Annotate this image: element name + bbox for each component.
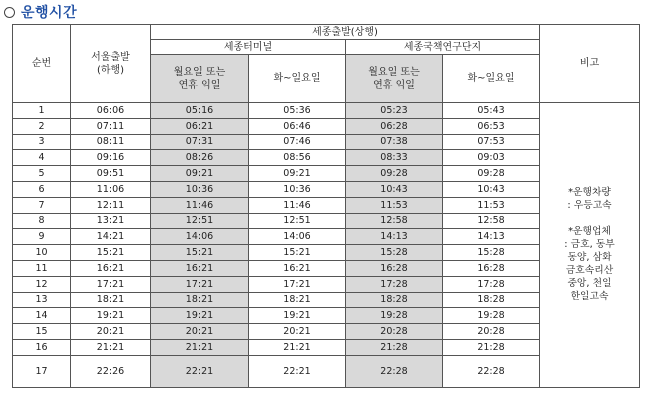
remarks-operator-line: 한일고속 xyxy=(570,291,609,303)
cell-terminal-monday: 06:21 xyxy=(151,118,249,134)
cell-terminal-monday: 12:51 xyxy=(151,213,249,229)
cell-terminal-tue-sun: 14:06 xyxy=(249,229,346,245)
cell-terminal-monday: 15:21 xyxy=(151,245,249,261)
cell-seq: 12 xyxy=(13,276,71,292)
cell-seoul-departure: 20:21 xyxy=(71,324,151,340)
cell-seq: 1 xyxy=(13,103,71,119)
cell-terminal-monday: 05:16 xyxy=(151,103,249,119)
cell-institute-tue-sun: 20:28 xyxy=(443,324,540,340)
header-monday-line1: 월요일 또는 xyxy=(368,66,420,78)
section-heading xyxy=(4,2,77,22)
cell-institute-monday: 17:28 xyxy=(346,276,443,292)
cell-terminal-tue-sun: 22:21 xyxy=(249,355,346,387)
cell-seq: 9 xyxy=(13,229,71,245)
cell-institute-tue-sun: 14:13 xyxy=(443,229,540,245)
cell-institute-tue-sun: 19:28 xyxy=(443,308,540,324)
cell-institute-tue-sun: 17:28 xyxy=(443,276,540,292)
cell-seoul-departure: 06:06 xyxy=(71,103,151,119)
remarks-operator-line: 금호속리산 xyxy=(565,265,614,277)
cell-seq: 14 xyxy=(13,308,71,324)
cell-seq: 17 xyxy=(13,355,71,387)
cell-institute-monday: 09:28 xyxy=(346,166,443,182)
remarks-vehicle-value: : 우등고속 xyxy=(567,200,612,212)
circle-bullet-icon xyxy=(4,7,15,18)
header-seoul-departure xyxy=(71,25,151,103)
cell-institute-monday: 07:38 xyxy=(346,134,443,150)
cell-seq: 3 xyxy=(13,134,71,150)
cell-institute-tue-sun: 21:28 xyxy=(443,339,540,355)
cell-terminal-tue-sun: 09:21 xyxy=(249,166,346,182)
cell-seoul-departure: 13:21 xyxy=(71,213,151,229)
bus-schedule-table xyxy=(12,24,640,388)
header-institute-monday xyxy=(346,55,443,103)
cell-institute-monday: 20:28 xyxy=(346,324,443,340)
cell-institute-monday: 11:53 xyxy=(346,197,443,213)
cell-institute-tue-sun: 12:58 xyxy=(443,213,540,229)
cell-seq: 11 xyxy=(13,260,71,276)
cell-institute-monday: 08:33 xyxy=(346,150,443,166)
cell-institute-tue-sun: 15:28 xyxy=(443,245,540,261)
cell-seq: 4 xyxy=(13,150,71,166)
header-monday-line2: 연휴 익일 xyxy=(373,79,415,91)
cell-seq: 6 xyxy=(13,181,71,197)
header-institute: 세종국책연구단지 xyxy=(346,40,540,55)
cell-terminal-tue-sun: 17:21 xyxy=(249,276,346,292)
cell-seq: 7 xyxy=(13,197,71,213)
cell-seq: 5 xyxy=(13,166,71,182)
cell-terminal-tue-sun: 11:46 xyxy=(249,197,346,213)
cell-seq: 13 xyxy=(13,292,71,308)
cell-seoul-departure: 09:51 xyxy=(71,166,151,182)
schedule-body xyxy=(13,103,640,388)
cell-terminal-tue-sun: 18:21 xyxy=(249,292,346,308)
cell-terminal-tue-sun: 10:36 xyxy=(249,181,346,197)
cell-institute-monday: 06:28 xyxy=(346,118,443,134)
cell-terminal-tue-sun: 16:21 xyxy=(249,260,346,276)
remarks-operator-line: 동양, 삼화 xyxy=(567,252,612,264)
cell-terminal-tue-sun: 21:21 xyxy=(249,339,346,355)
remarks-operator-label: *운행업체 xyxy=(568,226,611,238)
cell-seoul-departure: 09:16 xyxy=(71,150,151,166)
header-monday-line2: 연휴 익일 xyxy=(178,79,221,91)
cell-seq: 2 xyxy=(13,118,71,134)
cell-institute-monday: 19:28 xyxy=(346,308,443,324)
cell-seoul-departure: 21:21 xyxy=(71,339,151,355)
cell-terminal-monday: 19:21 xyxy=(151,308,249,324)
cell-seoul-departure: 12:11 xyxy=(71,197,151,213)
cell-institute-tue-sun: 11:53 xyxy=(443,197,540,213)
header-seoul-line1: 서울출발 xyxy=(91,51,130,63)
cell-seoul-departure: 11:06 xyxy=(71,181,151,197)
cell-institute-tue-sun: 09:03 xyxy=(443,150,540,166)
section-title: 운행시간 xyxy=(21,5,78,21)
table-row xyxy=(13,103,640,119)
cell-institute-monday: 22:28 xyxy=(346,355,443,387)
cell-seoul-departure: 16:21 xyxy=(71,260,151,276)
cell-terminal-monday: 18:21 xyxy=(151,292,249,308)
cell-institute-tue-sun: 18:28 xyxy=(443,292,540,308)
cell-terminal-monday: 21:21 xyxy=(151,339,249,355)
cell-seoul-departure: 17:21 xyxy=(71,276,151,292)
cell-terminal-monday: 07:31 xyxy=(151,134,249,150)
cell-institute-tue-sun: 05:43 xyxy=(443,103,540,119)
header-seoul-line2: (하행) xyxy=(96,64,125,76)
cell-institute-tue-sun: 09:28 xyxy=(443,166,540,182)
cell-institute-tue-sun: 22:28 xyxy=(443,355,540,387)
cell-institute-monday: 16:28 xyxy=(346,260,443,276)
cell-institute-tue-sun: 07:53 xyxy=(443,134,540,150)
cell-terminal-monday: 11:46 xyxy=(151,197,249,213)
cell-seq: 10 xyxy=(13,245,71,261)
cell-terminal-monday: 22:21 xyxy=(151,355,249,387)
cell-seq: 8 xyxy=(13,213,71,229)
cell-terminal-monday: 16:21 xyxy=(151,260,249,276)
cell-institute-tue-sun: 06:53 xyxy=(443,118,540,134)
cell-terminal-tue-sun: 15:21 xyxy=(249,245,346,261)
cell-institute-monday: 21:28 xyxy=(346,339,443,355)
cell-terminal-tue-sun: 06:46 xyxy=(249,118,346,134)
cell-seoul-departure: 14:21 xyxy=(71,229,151,245)
cell-terminal-monday: 09:21 xyxy=(151,166,249,182)
cell-institute-tue-sun: 10:43 xyxy=(443,181,540,197)
cell-institute-monday: 15:28 xyxy=(346,245,443,261)
cell-terminal-monday: 10:36 xyxy=(151,181,249,197)
cell-terminal-tue-sun: 05:36 xyxy=(249,103,346,119)
remarks-cell xyxy=(540,103,640,388)
remarks-spacer xyxy=(540,212,639,225)
cell-terminal-monday: 08:26 xyxy=(151,150,249,166)
cell-seoul-departure: 18:21 xyxy=(71,292,151,308)
header-remarks: 비고 xyxy=(540,25,640,103)
header-terminal: 세종터미널 xyxy=(151,40,346,55)
cell-institute-monday: 12:58 xyxy=(346,213,443,229)
remarks-operator-line: 중앙, 천일 xyxy=(567,278,612,290)
cell-institute-monday: 10:43 xyxy=(346,181,443,197)
cell-terminal-tue-sun: 19:21 xyxy=(249,308,346,324)
cell-seoul-departure: 07:11 xyxy=(71,118,151,134)
remarks-vehicle-label: *운행차량 xyxy=(568,187,611,199)
cell-terminal-monday: 17:21 xyxy=(151,276,249,292)
header-terminal-tue-sun: 화~일요일 xyxy=(249,55,346,103)
header-institute-tue-sun: 화~일요일 xyxy=(443,55,540,103)
cell-seoul-departure: 19:21 xyxy=(71,308,151,324)
cell-institute-monday: 18:28 xyxy=(346,292,443,308)
cell-terminal-tue-sun: 08:56 xyxy=(249,150,346,166)
cell-terminal-tue-sun: 20:21 xyxy=(249,324,346,340)
cell-terminal-monday: 20:21 xyxy=(151,324,249,340)
cell-institute-monday: 14:13 xyxy=(346,229,443,245)
cell-terminal-tue-sun: 07:46 xyxy=(249,134,346,150)
cell-institute-monday: 05:23 xyxy=(346,103,443,119)
cell-terminal-monday: 14:06 xyxy=(151,229,249,245)
cell-terminal-tue-sun: 12:51 xyxy=(249,213,346,229)
cell-seq: 16 xyxy=(13,339,71,355)
cell-institute-tue-sun: 16:28 xyxy=(443,260,540,276)
cell-seoul-departure: 22:26 xyxy=(71,355,151,387)
cell-seoul-departure: 15:21 xyxy=(71,245,151,261)
header-monday-line1: 월요일 또는 xyxy=(173,66,226,78)
cell-seoul-departure: 08:11 xyxy=(71,134,151,150)
header-seq: 순번 xyxy=(13,25,71,103)
remarks-operator-line: : 금호, 동부 xyxy=(564,239,615,251)
cell-seq: 15 xyxy=(13,324,71,340)
header-terminal-monday xyxy=(151,55,249,103)
header-sejong-departure: 세종출발(상행) xyxy=(151,25,540,40)
